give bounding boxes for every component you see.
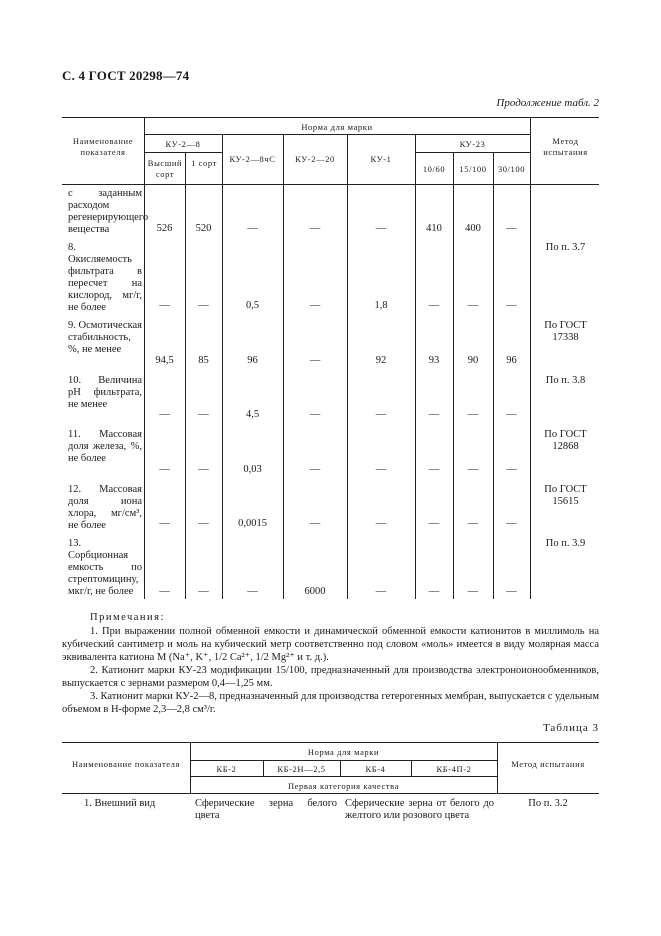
t2-cell: —	[375, 586, 387, 597]
t2-cell: —	[428, 586, 440, 597]
t2-row-method: По п. 3.9	[545, 538, 586, 549]
t2-cell: 96	[247, 355, 258, 366]
notes-list	[62, 625, 599, 716]
t2-cell: —	[375, 223, 387, 234]
t2-cell: —	[467, 409, 479, 420]
t2-cell: 400	[465, 223, 481, 234]
t2-cell: —	[198, 586, 209, 597]
t2-row-method: По ГОСТ 12868	[544, 429, 587, 452]
t2-header-ku23: КУ-23	[459, 139, 486, 149]
t2-cell: —	[159, 409, 170, 420]
table-continuation-label: Продолжение табл. 2	[496, 97, 599, 109]
t2-cell: —	[506, 300, 517, 311]
table3-caption: Таблица 3	[542, 722, 599, 734]
t2-row-name: 12. Массовая доля иона хлора, мг/см³, не более	[68, 484, 142, 531]
t2-row-name: 9. Осмотическая стабильность, %, не менее	[68, 320, 143, 355]
t2-cell: —	[159, 300, 170, 311]
t2-cell: —	[467, 518, 479, 529]
t2-cell: —	[428, 409, 440, 420]
t2-cell: 526	[156, 223, 173, 234]
t2-cell: —	[247, 586, 258, 597]
page-header: С. 4 ГОСТ 20298—74	[62, 68, 190, 83]
t2-cell: 4,5	[245, 409, 260, 420]
t2-header-ku23-15-100: 15/100	[459, 164, 487, 174]
t2-cell: —	[309, 300, 321, 311]
t2-cell: 90	[467, 355, 479, 366]
t2-cell: 92	[375, 355, 387, 366]
t3-row-method: По п. 3.2	[528, 798, 568, 809]
t2-cell: 0,5	[245, 300, 260, 311]
note-item: 3. Катионит марки КУ-2—8, предназначенный для производства гетерогенных мембран, выпускается с удельным объемом в Н-форме 2,3—2,8 см³/г.	[62, 691, 599, 715]
t2-header-method: Метод испытания	[543, 136, 588, 157]
t2-header-indicator: Наименование показателя	[72, 136, 134, 157]
t2-cell: —	[247, 223, 258, 234]
t3-header-brand: КБ-4	[365, 764, 386, 774]
t2-header-ku2-20: КУ-2—20	[295, 154, 335, 164]
t2-cell: —	[309, 518, 321, 529]
t2-cell: —	[506, 518, 517, 529]
t2-cell: 6000	[304, 586, 326, 597]
t2-cell: 410	[426, 223, 442, 234]
t2-row-method: По ГОСТ 17338	[544, 320, 587, 343]
t2-cell: —	[198, 300, 209, 311]
t2-cell: —	[506, 223, 517, 234]
t2-cell: 85	[198, 355, 209, 366]
t3-header-brand: КБ-2Н—2,5	[277, 764, 326, 774]
t2-cell: —	[309, 223, 321, 234]
t3-category: Первая категория качества	[287, 781, 400, 791]
t2-cell: —	[159, 464, 170, 475]
t2-cell: 0,0015	[238, 518, 267, 529]
t2-header-ku2-8: КУ-2—8	[165, 139, 201, 149]
t2-cell: —	[309, 355, 321, 366]
t2-cell: —	[428, 464, 440, 475]
t2-cell: —	[467, 586, 479, 597]
t2-row-name: 13. Сорбционная емкость по стрептомицину, мкг/г, не более	[68, 538, 142, 597]
t2-header-ku23-30-100: 30/100	[497, 164, 526, 174]
t2-header-ku1: КУ-1	[370, 154, 392, 164]
t2-cell: —	[198, 518, 209, 529]
t2-cell: —	[506, 586, 517, 597]
t2-header-ku2-8-top-grade: Высший сорт	[147, 158, 183, 179]
t2-cell: —	[309, 464, 321, 475]
t2-cell: —	[309, 409, 321, 420]
t2-header-norm: Норма для марки	[301, 122, 373, 132]
t2-row-method: По п. 3.8	[545, 375, 586, 386]
t2-cell: —	[375, 464, 387, 475]
t2-cell: 520	[195, 223, 212, 234]
t2-row-method: По п. 3.7	[545, 242, 586, 253]
t2-cell: 96	[506, 355, 517, 366]
t2-cell: —	[506, 464, 517, 475]
notes-title: Примечания:	[90, 612, 165, 623]
t2-cell: —	[159, 518, 170, 529]
t3-header-norm: Норма для марки	[307, 747, 380, 757]
t3-header-brand: КБ-4П-2	[436, 764, 472, 774]
t3-header-brand: КБ-2	[216, 764, 237, 774]
t2-row-name: 10. Величина pH фильтрата, не менее	[68, 375, 142, 410]
t2-header-ku23-10-60: 10/60	[422, 164, 446, 174]
t2-cell: —	[428, 518, 440, 529]
t2-cell: —	[375, 409, 387, 420]
t2-row-name: 11. Массовая доля железа, %, не более	[68, 429, 142, 464]
t2-cell: 94,5	[155, 355, 174, 366]
note-item: 2. Катионит марки КУ-23 модификации 15/100, предназначенный для производства электроноионообменников, выпускается с зернами размером 0,4—1,25 мм.	[62, 665, 599, 689]
note-item: 1. При выражении полной обменной емкости и динамической обменной емкости катионитов в миллимоль на кубический сантиметр и моль на кубический метр соответственно под словом «моль» имеется в виду молярная масса эквивалента катиона М (Na⁺, K⁺, 1/2 Ca²⁺, 1/2 Mg²⁺ и т. д.).	[62, 626, 599, 663]
t2-cell: —	[467, 300, 479, 311]
t2-header-ku2-8-first-grade: 1 сорт	[191, 158, 217, 168]
t2-cell: —	[159, 586, 170, 597]
t2-cell: 93	[428, 355, 440, 366]
t2-cell: —	[198, 409, 209, 420]
t2-cell: —	[198, 464, 209, 475]
t2-cell: —	[467, 464, 479, 475]
t3-kb2-group-value: Сферические зерна белого цвета	[195, 798, 337, 821]
t2-header-ku2-8chs: КУ-2—8чС	[229, 154, 276, 164]
t2-row-method: По ГОСТ 15615	[544, 484, 587, 507]
t2-cell: 0,03	[243, 464, 262, 475]
t3-header-method: Метод испытания	[511, 759, 585, 769]
t2-cell: —	[506, 409, 517, 420]
t2-row-name: 8. Окисляемость фильтрата в пересчет на кислород, мг/г, не более	[68, 242, 142, 313]
t2-cell: —	[375, 518, 387, 529]
t2-cell: 1,8	[374, 300, 388, 311]
t3-header-indicator: Наименование показателя	[71, 759, 180, 769]
t2-row-name: с заданным расходом регенерирующего вещества	[68, 188, 149, 235]
t3-row-name: 1. Внешний вид	[84, 798, 156, 809]
t3-kb4-group-value: Сферические зерна от белого до желтого или розового цвета	[345, 798, 494, 821]
t2-cell: —	[428, 300, 440, 311]
